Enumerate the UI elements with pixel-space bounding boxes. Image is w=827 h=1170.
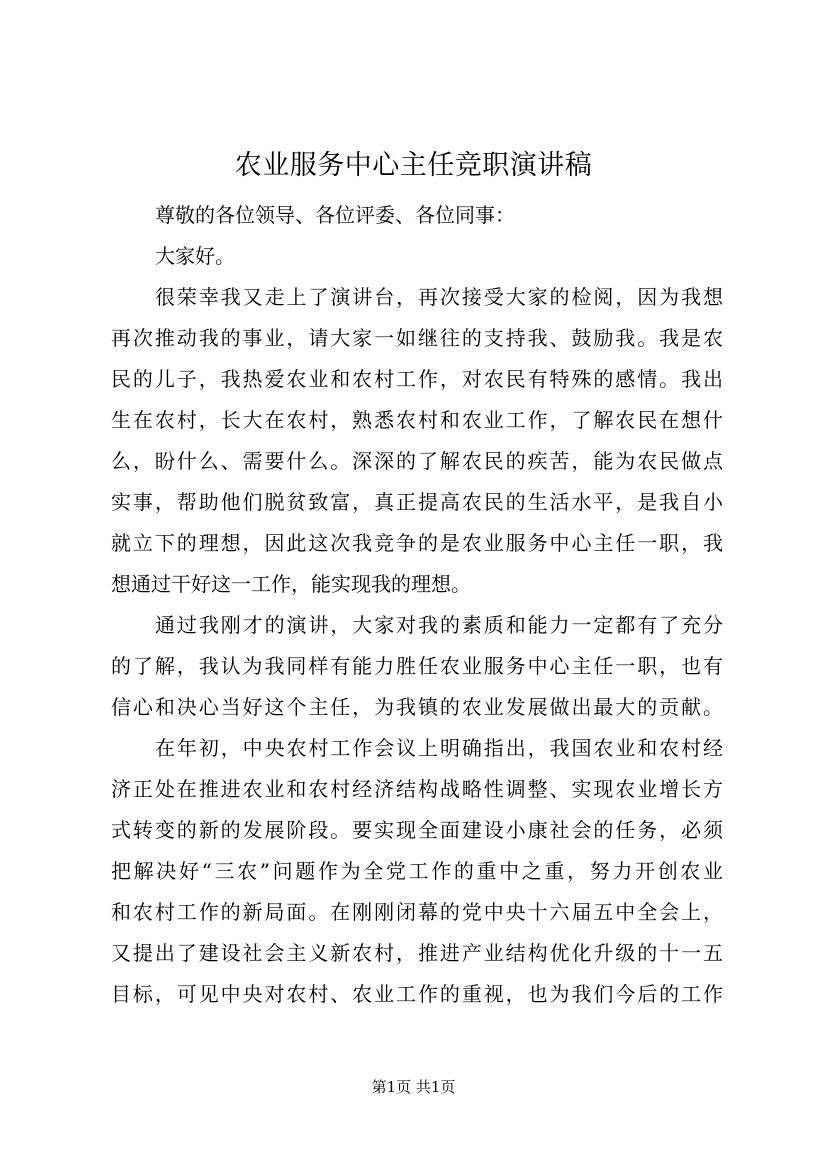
salutation-line: 尊敬的各位领导、各位评委、各位同事： [155, 203, 515, 227]
body-line: 就立下的理想，因此这次我竞争的是农业服务中心主任一职，我 [111, 531, 723, 555]
body-line: 的了解，我认为我同样有能力胜任农业服务中心主任一职，也有 [111, 654, 723, 678]
body-line: 把解决好“三农”问题作为全党工作的重中之重，努力开创农业 [111, 859, 723, 883]
body-line: 想通过干好这一工作，能实现我的理想。 [111, 572, 471, 596]
greeting-line: 大家好。 [155, 244, 235, 268]
body-line: 很荣幸我又走上了演讲台，再次接受大家的检阅，因为我想 [155, 285, 723, 309]
page-footer: 第1页 共1页 [371, 1078, 456, 1096]
body-line: 实事，帮助他们脱贫致富，真正提高农民的生活水平，是我自小 [111, 490, 723, 514]
body-line: 式转变的新的发展阶段。要实现全面建设小康社会的任务，必须 [111, 818, 723, 842]
body-line: 么，盼什么、需要什么。深深的了解农民的疾苦，能为农民做点 [111, 449, 723, 473]
body-line: 和农村工作的新局面。在刚刚闭幕的党中央十六届五中全会上， [111, 900, 723, 924]
body-line: 再次推动我的事业，请大家一如继往的支持我、鼓励我。我是农 [111, 326, 723, 350]
body-line: 信心和决心当好这个主任，为我镇的农业发展做出最大的贡献。 [111, 695, 723, 719]
body-line: 通过我刚才的演讲，大家对我的素质和能力一定都有了充分 [155, 613, 723, 637]
body-line: 又提出了建设社会主义新农村，推进产业结构优化升级的十一五 [111, 941, 723, 965]
body-line: 生在农村，长大在农村，熟悉农村和农业工作，了解农民在想什 [111, 408, 723, 432]
body-line: 目标，可见中央对农村、农业工作的重视，也为我们今后的工作 [111, 982, 723, 1006]
body-line: 济正处在推进农业和农村经济结构战略性调整、实现农业增长方 [111, 777, 723, 801]
body-line: 在年初，中央农村工作会议上明确指出，我国农业和农村经 [155, 736, 723, 760]
body-line: 民的儿子，我热爱农业和农村工作，对农民有特殊的感情。我出 [111, 367, 723, 391]
document-title: 农业服务中心主任竞职演讲稿 [234, 150, 593, 181]
